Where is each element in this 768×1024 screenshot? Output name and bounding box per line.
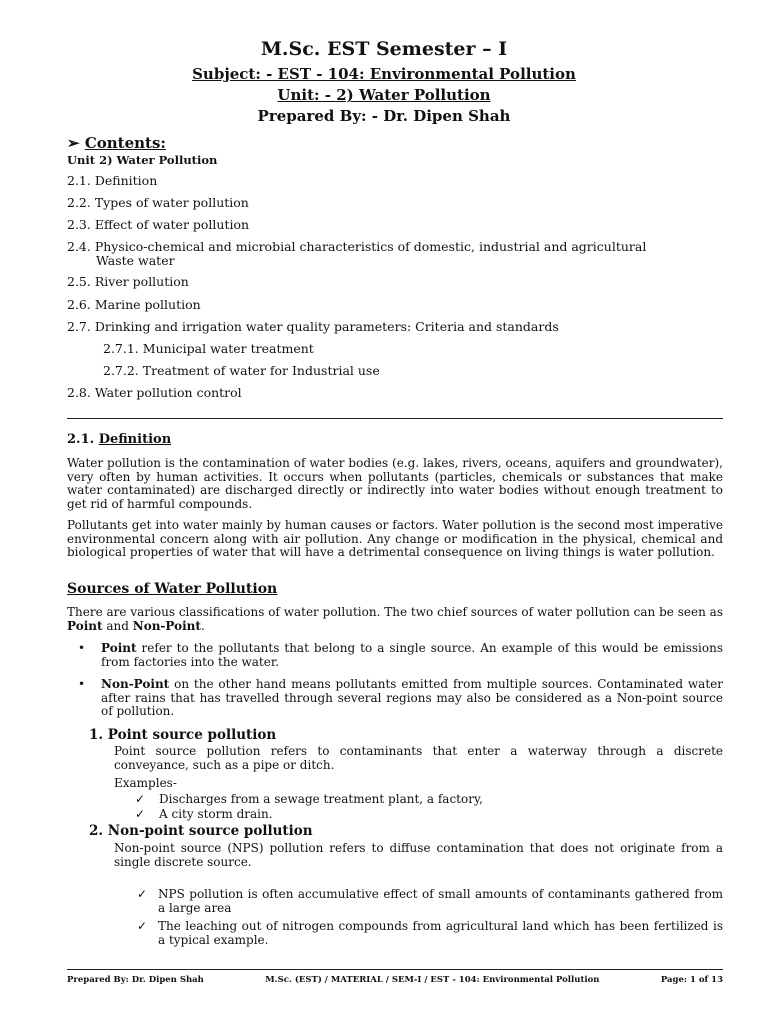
toc-number: 2.5. <box>67 274 91 289</box>
check-icon: ✓ <box>135 792 146 806</box>
nonpoint-bullet <box>101 678 723 719</box>
section-title: Definition <box>98 432 172 447</box>
toc-number: 2.2. <box>67 195 91 210</box>
toc-number: 2.7.1. <box>103 341 139 356</box>
toc-item <box>67 386 717 400</box>
toc-subitem <box>103 364 753 378</box>
toc-text: Treatment of water for Industrial use <box>142 363 380 378</box>
nonpoint-text: on the other hand means pollutants emitted from multiple sources. Contaminated water after rains that has travelled through several regions may also be considered as a Non-point source of pollution. <box>101 677 723 718</box>
definition-paragraph-1: Water pollution is the contamination of water bodies (e.g. lakes, rivers, oceans, aquifers and groundwater), very often by human activities. It occurs when pollutants (particles, chemicals or substances that make water contaminated) are discharged directly or indirectly into water bodies without enough treatment to get rid of harmful compounds. <box>67 456 723 511</box>
toc-text: Marine pollution <box>94 297 201 312</box>
intro-nonpoint-term: Non-Point <box>132 618 201 633</box>
sources-intro <box>67 606 723 633</box>
prepared-by-line: Prepared By: - Dr. Dipen Shah <box>257 107 511 125</box>
point-source-heading: 1. Point source pollution <box>89 727 277 743</box>
contents-unit-line: Unit 2) Water Pollution <box>67 153 218 167</box>
examples-label: Examples- <box>114 776 177 790</box>
bullet-dot-icon: • <box>78 677 86 691</box>
footer-divider <box>67 969 723 970</box>
check-icon: ✓ <box>137 887 148 901</box>
section-divider <box>67 418 723 419</box>
footer-author: Prepared By: Dr. Dipen Shah <box>67 975 204 985</box>
toc-item <box>67 240 717 268</box>
sources-heading: Sources of Water Pollution <box>67 581 278 597</box>
bullet-dot-icon: • <box>78 641 86 655</box>
intro-text: and <box>102 618 133 633</box>
toc-text: Definition <box>94 173 158 188</box>
toc-number: 2.4. <box>67 239 91 254</box>
contents-heading <box>67 134 166 152</box>
toc-item <box>67 196 717 210</box>
point-source-text: Point source pollution refers to contaminants that enter a waterway through a discrete conveyance, such as a pipe or ditch. <box>114 744 723 772</box>
toc-text-continued: Waste water <box>96 253 175 268</box>
intro-text: . <box>200 618 205 633</box>
nps-item: NPS pollution is often accumulative effect of small amounts of contaminants gathered from a large area <box>158 887 723 915</box>
nps-item: The leaching out of nitrogen compounds from agricultural land which has been fertilized is a typical example. <box>158 919 723 947</box>
toc-text: Effect of water pollution <box>94 217 250 232</box>
unit-line: Unit: - 2) Water Pollution <box>277 86 491 104</box>
toc-text: Municipal water treatment <box>142 341 314 356</box>
footer-page-number: Page: 1 of 13 <box>660 975 723 985</box>
toc-item <box>67 275 717 289</box>
toc-text: Water pollution control <box>94 385 242 400</box>
toc-text: Drinking and irrigation water quality parameters: Criteria and standards <box>94 319 559 334</box>
page-footer <box>67 975 723 985</box>
toc-text: Types of water pollution <box>94 195 249 210</box>
toc-text: River pollution <box>94 274 189 289</box>
toc-number: 2.7.2. <box>103 363 139 378</box>
section-number: 2.1. <box>67 432 95 447</box>
nonpoint-source-text: Non-point source (NPS) pollution refers to diffuse contamination that does not originate from a single discrete source. <box>114 841 723 869</box>
toc-number: 2.1. <box>67 173 91 188</box>
intro-point-term: Point <box>67 618 103 633</box>
toc-number: 2.7. <box>67 319 91 334</box>
nonpoint-source-heading: 2. Non-point source pollution <box>89 823 313 839</box>
subject-line: Subject: - EST - 104: Environmental Pollution <box>192 65 576 83</box>
toc-item <box>67 320 717 334</box>
toc-number: 2.6. <box>67 297 91 312</box>
toc-text: Physico-chemical and microbial characteristics of domestic, industrial and agricultural <box>94 239 647 254</box>
toc-number: 2.3. <box>67 217 91 232</box>
check-icon: ✓ <box>137 919 148 933</box>
example-item: Discharges from a sewage treatment plant, a factory, <box>159 792 483 806</box>
example-item: A city storm drain. <box>159 807 273 821</box>
check-icon: ✓ <box>135 807 146 821</box>
toc-subitem <box>103 342 753 356</box>
document-title: M.Sc. EST Semester – I <box>260 38 508 60</box>
definition-heading <box>67 432 171 447</box>
intro-text: There are various classifications of water pollution. The two chief sources of water pollution can be seen as <box>67 605 723 619</box>
nonpoint-term: Non-Point <box>101 677 170 691</box>
definition-paragraph-2: Pollutants get into water mainly by human causes or factors. Water pollution is the second most imperative environmental concern along with air pollution. Any change or modification in the physical, chemical and biological properties of water that will have a detrimental consequence on living things is water pollution. <box>67 518 723 559</box>
point-text: refer to the pollutants that belong to a single source. An example of this would be emissions from factories into the water. <box>101 641 723 669</box>
toc-number: 2.8. <box>67 385 91 400</box>
contents-label: Contents: <box>84 134 166 152</box>
toc-item <box>67 298 717 312</box>
arrow-bullet-icon: ➢ <box>67 134 80 152</box>
footer-course: M.Sc. (EST) / MATERIAL / SEM-I / EST - 104: Environmental Pollution <box>265 975 600 985</box>
point-bullet <box>101 642 723 669</box>
toc-item <box>67 218 717 232</box>
toc-item <box>67 174 717 188</box>
point-term: Point <box>101 641 137 655</box>
